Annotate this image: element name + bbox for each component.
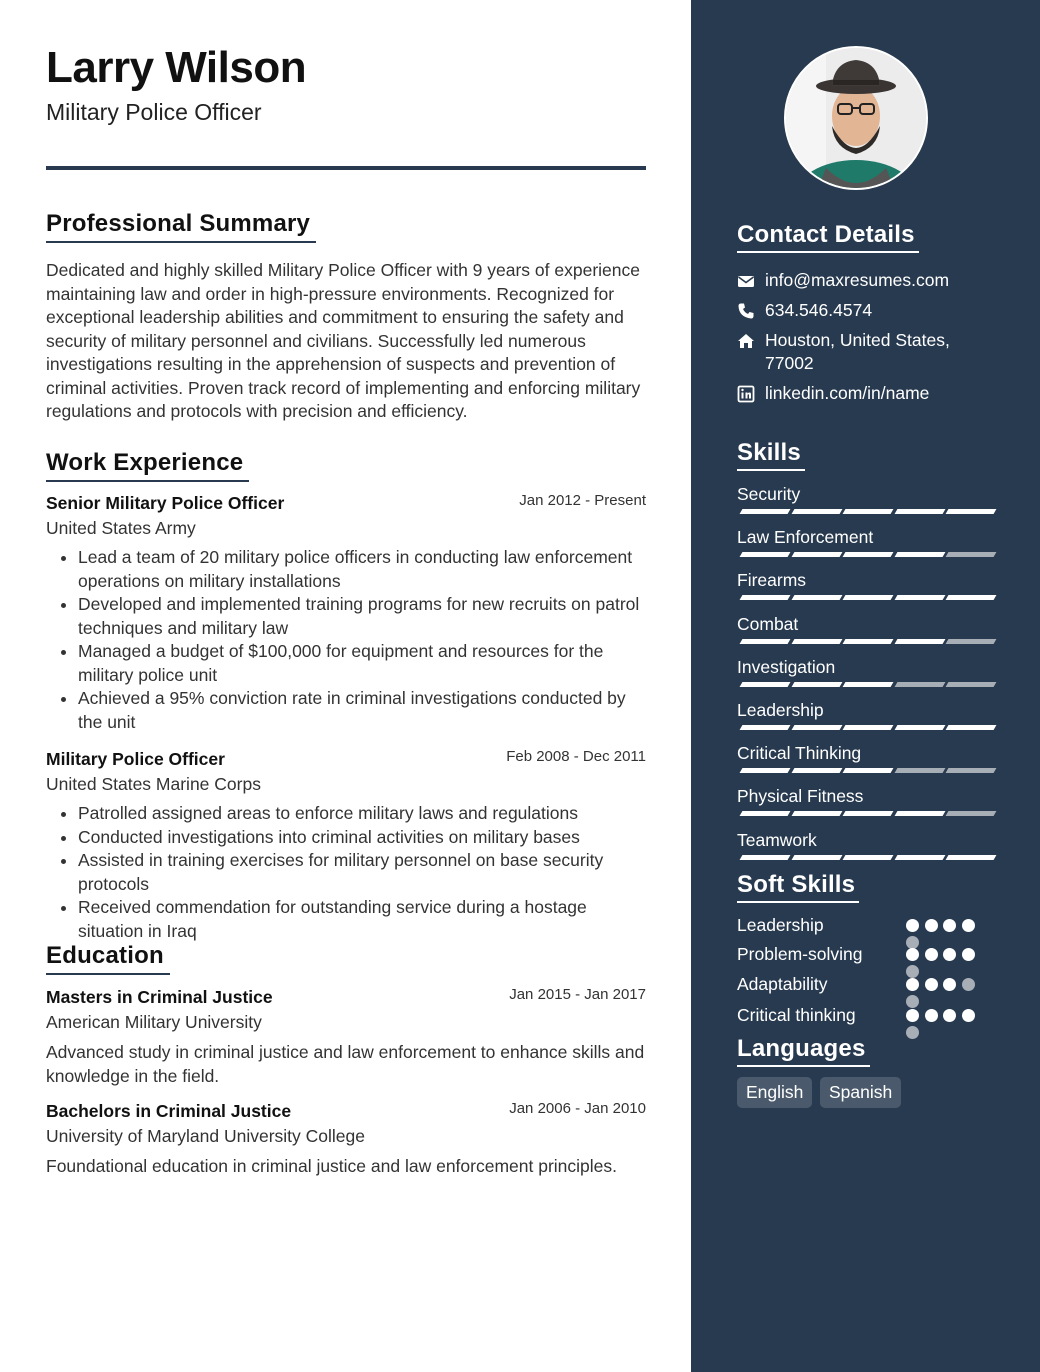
home-icon [737, 332, 755, 350]
job-bullets [46, 546, 646, 734]
job-organization: United States Marine Corps [46, 774, 261, 794]
education-heading: Education [46, 941, 170, 975]
job-entry [46, 747, 646, 943]
education-entry [46, 985, 646, 1088]
skill-level-segment [791, 509, 842, 514]
job-organization: United States Army [46, 518, 196, 538]
job-bullet: • Assisted in training exercises for military personnel on base security protocols [78, 849, 646, 896]
header-divider [46, 166, 646, 170]
avatar-illustration [786, 48, 926, 188]
soft-skill-dot [962, 948, 975, 961]
skill-item [737, 656, 997, 678]
soft-skill-dot [906, 978, 919, 991]
skill-name: Critical Thinking [737, 743, 862, 763]
soft-skill-dot [925, 948, 938, 961]
job-entry [46, 491, 646, 734]
soft-skill-item [737, 1004, 997, 1026]
skill-name: Combat [737, 614, 799, 634]
skill-level-segment [946, 509, 997, 514]
contact-heading: Contact Details [737, 220, 919, 253]
skill-level-segment [740, 725, 791, 730]
education-description: Foundational education in criminal justice and law enforcement principles. [46, 1156, 618, 1176]
skill-item [737, 526, 997, 548]
skill-level-bar [737, 552, 997, 558]
languages-heading: Languages [737, 1034, 870, 1067]
skill-item [737, 569, 997, 591]
skill-level-segment [894, 811, 945, 816]
skill-level-segment [946, 768, 997, 773]
skill-level-segment [740, 768, 791, 773]
soft-skill-dot [906, 1009, 919, 1022]
soft-skill-dot [943, 948, 956, 961]
skill-item [737, 483, 997, 505]
skill-level-segment [791, 811, 842, 816]
skill-level-segment [740, 811, 791, 816]
envelope-icon [737, 272, 755, 290]
education-date: Jan 2006 - Jan 2010 [509, 1100, 646, 1117]
skill-level-segment [843, 552, 894, 557]
soft-skill-name: Critical thinking [737, 1005, 856, 1025]
education-date: Jan 2015 - Jan 2017 [509, 986, 646, 1003]
email-text: info@maxresumes.com [765, 270, 950, 290]
soft-skill-dot [906, 919, 919, 932]
skill-level-segment [894, 552, 945, 557]
skill-name: Firearms [737, 570, 807, 590]
soft-skill-dot [962, 1009, 975, 1022]
skill-level-segment [740, 595, 791, 600]
job-title: Senior Military Police Officer [46, 493, 285, 513]
skill-level-segment [740, 855, 791, 860]
skill-level-segment [946, 682, 997, 687]
job-bullet: • Patrolled assigned areas to enforce military laws and regulations [78, 802, 646, 826]
soft-skill-item [737, 914, 997, 936]
candidate-role: Military Police Officer [46, 99, 262, 125]
address-line-1: Houston, United States, [765, 330, 950, 350]
soft-skill-dot [925, 919, 938, 932]
soft-skill-dot [925, 978, 938, 991]
skill-level-segment [791, 552, 842, 557]
skill-level-segment [946, 552, 997, 557]
skill-level-bar [737, 682, 997, 688]
soft-skill-name: Leadership [737, 915, 824, 935]
skill-level-bar [737, 768, 997, 774]
skill-name: Teamwork [737, 830, 817, 850]
skill-name: Physical Fitness [737, 786, 864, 806]
skill-level-segment [791, 639, 842, 644]
skill-level-bar [737, 855, 997, 861]
skill-level-segment [791, 595, 842, 600]
skill-level-segment [843, 768, 894, 773]
skill-level-segment [946, 725, 997, 730]
soft-skill-dot [906, 948, 919, 961]
job-date: Jan 2012 - Present [519, 492, 646, 509]
skill-level-segment [791, 725, 842, 730]
profile-photo [784, 46, 928, 190]
soft-skill-item [737, 973, 997, 995]
skill-level-segment [843, 509, 894, 514]
skill-level-segment [843, 682, 894, 687]
soft-skill-dot [906, 1026, 919, 1039]
skill-name: Law Enforcement [737, 527, 874, 547]
skill-level-segment [946, 811, 997, 816]
summary-text: Dedicated and highly skilled Military Police Officer with 9 years of experience maintaining law and order in high-pressure environments. Recognized for exceptional leadership abilities and commitment to ensuring the safety and security of military personnel and civilians. Successfully led numerous investigations resulting in the apprehension of suspects and prevention of criminal activities. Proven track record of implementing and enforcing military regulations and protocols with precision and efficiency. [46, 260, 641, 421]
soft-skill-dot [962, 978, 975, 991]
skill-level-segment [894, 682, 945, 687]
degree-title: Masters in Criminal Justice [46, 987, 273, 1007]
address-line-2: 77002 [765, 353, 814, 373]
skill-level-segment [894, 639, 945, 644]
linkedin-icon [737, 385, 755, 403]
skill-level-segment [740, 509, 791, 514]
soft-skill-name: Problem-solving [737, 944, 863, 964]
job-bullet: • Lead a team of 20 military police officers in conducting law enforcement operations on military installations [78, 546, 646, 593]
soft-skill-dot [962, 919, 975, 932]
skill-item [737, 829, 997, 851]
skill-item [737, 699, 997, 721]
skill-level-segment [740, 552, 791, 557]
skill-level-segment [894, 768, 945, 773]
job-title: Military Police Officer [46, 749, 225, 769]
skill-level-segment [843, 855, 894, 860]
skill-level-segment [740, 682, 791, 687]
skill-level-segment [946, 595, 997, 600]
skill-level-segment [894, 725, 945, 730]
skill-name: Investigation [737, 657, 836, 677]
skill-level-segment [843, 811, 894, 816]
skill-level-bar [737, 725, 997, 731]
skill-item [737, 742, 997, 764]
language-chip: Spanish [820, 1077, 901, 1108]
soft-skill-dot [925, 1009, 938, 1022]
sidebar [691, 0, 1040, 1372]
skill-level-segment [791, 768, 842, 773]
skill-item [737, 613, 997, 635]
phone-text: 634.546.4574 [765, 300, 873, 320]
skill-item [737, 785, 997, 807]
skill-level-segment [843, 595, 894, 600]
skill-level-segment [946, 639, 997, 644]
summary-heading: Professional Summary [46, 209, 316, 243]
skill-name: Leadership [737, 700, 824, 720]
job-bullet: • Conducted investigations into criminal activities on military bases [78, 826, 646, 850]
soft-skill-dot [943, 919, 956, 932]
skill-level-segment [740, 639, 791, 644]
linkedin-text: linkedin.com/in/name [765, 383, 930, 403]
education-entry [46, 1099, 646, 1179]
skill-level-bar [737, 811, 997, 817]
job-date: Feb 2008 - Dec 2011 [506, 748, 646, 765]
skill-level-segment [946, 855, 997, 860]
skill-level-segment [894, 509, 945, 514]
soft-skill-item [737, 943, 997, 965]
skill-level-segment [791, 682, 842, 687]
language-chip: English [737, 1077, 812, 1108]
skill-level-segment [843, 639, 894, 644]
skill-level-bar [737, 639, 997, 645]
skill-level-bar [737, 509, 997, 515]
school-name: University of Maryland University College [46, 1126, 365, 1146]
skill-level-segment [843, 725, 894, 730]
skill-level-segment [894, 595, 945, 600]
soft-skill-dot [943, 978, 956, 991]
education-description: Advanced study in criminal justice and law enforcement to enhance skills and knowledge in the field. [46, 1042, 645, 1086]
experience-heading: Work Experience [46, 448, 249, 482]
school-name: American Military University [46, 1012, 262, 1032]
skill-level-segment [894, 855, 945, 860]
soft-skill-name: Adaptability [737, 974, 828, 994]
skills-heading: Skills [737, 438, 805, 471]
skill-level-segment [791, 855, 842, 860]
soft-skill-dot [943, 1009, 956, 1022]
skill-level-bar [737, 595, 997, 601]
job-bullet: • Received commendation for outstanding service during a hostage situation in Iraq [78, 896, 646, 943]
job-bullet: • Developed and implemented training programs for new recruits on patrol techniques and military law [78, 593, 646, 640]
degree-title: Bachelors in Criminal Justice [46, 1101, 292, 1121]
job-bullets [46, 802, 646, 943]
job-bullet: • Achieved a 95% conviction rate in criminal investigations conducted by the unit [78, 687, 646, 734]
job-bullet: • Managed a budget of $100,000 for equipment and resources for the military police unit [78, 640, 646, 687]
skill-name: Security [737, 484, 801, 504]
phone-icon [737, 302, 755, 320]
candidate-name: Larry Wilson [46, 43, 307, 92]
soft-skills-heading: Soft Skills [737, 870, 859, 903]
